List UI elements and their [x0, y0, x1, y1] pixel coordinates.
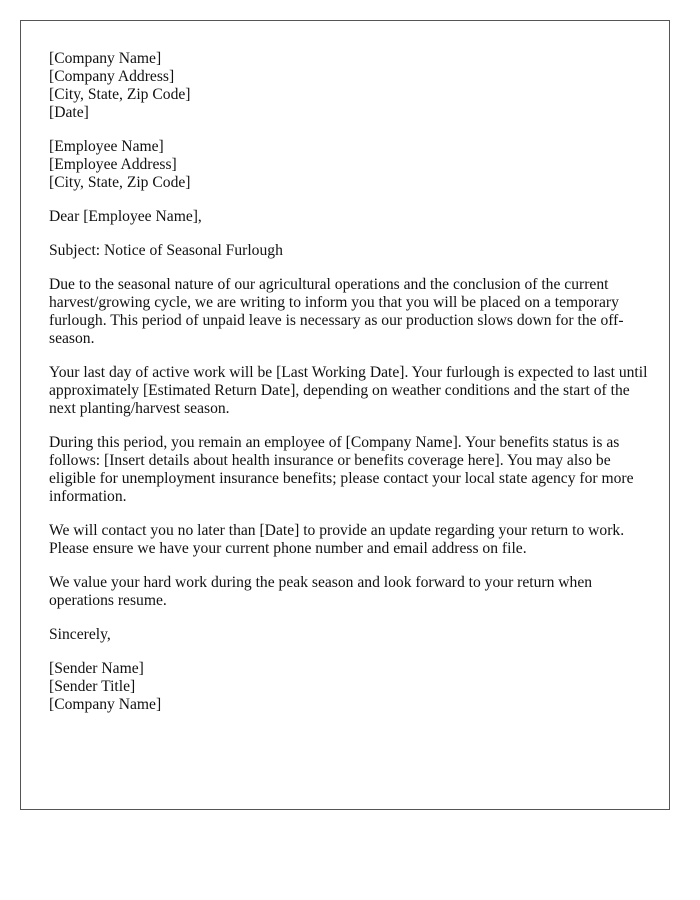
signature-sender-name: [Sender Name] — [49, 660, 144, 677]
salutation: Dear [Employee Name], — [49, 208, 202, 225]
sender-company-name: [Company Name] — [49, 50, 162, 67]
sender-address-block — [49, 50, 649, 122]
signature-company-name: [Company Name] — [49, 696, 162, 713]
subject-line: Subject: Notice of Seasonal Furlough — [49, 242, 283, 259]
letter-date: [Date] — [49, 104, 89, 121]
sender-company-address: [Company Address] — [49, 68, 175, 85]
body-paragraph-4: We will contact you no later than [Date] to provide an update regarding your return to work. Please ensure we have your current phone number and email address on file. — [49, 522, 625, 557]
body-paragraph-5: We value your hard work during the peak season and look forward to your return when operations resume. — [49, 574, 593, 609]
closing: Sincerely, — [49, 626, 111, 643]
body-paragraph-3: During this period, you remain an employee of [Company Name]. Your benefits status is as follows: [Insert details about health insurance or benefits coverage here]. You may also be eligible for unemployment insurance benefits; please contact your local state agency for more information. — [49, 434, 634, 505]
sender-city-state-zip: [City, State, Zip Code] — [49, 86, 191, 103]
body-paragraph-1: Due to the seasonal nature of our agricultural operations and the conclusion of the current harvest/growing cycle, we are writing to inform you that you will be placed on a temporary furlough. This period of unpaid leave is necessary as our production slows down for the off-season. — [49, 276, 624, 347]
signature-sender-title: [Sender Title] — [49, 678, 136, 695]
recipient-employee-address: [Employee Address] — [49, 156, 177, 173]
recipient-address-block — [49, 138, 649, 192]
letter-page — [20, 20, 670, 810]
recipient-city-state-zip: [City, State, Zip Code] — [49, 174, 191, 191]
recipient-employee-name: [Employee Name] — [49, 138, 164, 155]
signature-block — [49, 660, 649, 714]
body-paragraph-2: Your last day of active work will be [Last Working Date]. Your furlough is expected to last until approximately [Estimated Return Date], depending on weather conditions and the start of the next planting/harvest season. — [49, 364, 648, 417]
